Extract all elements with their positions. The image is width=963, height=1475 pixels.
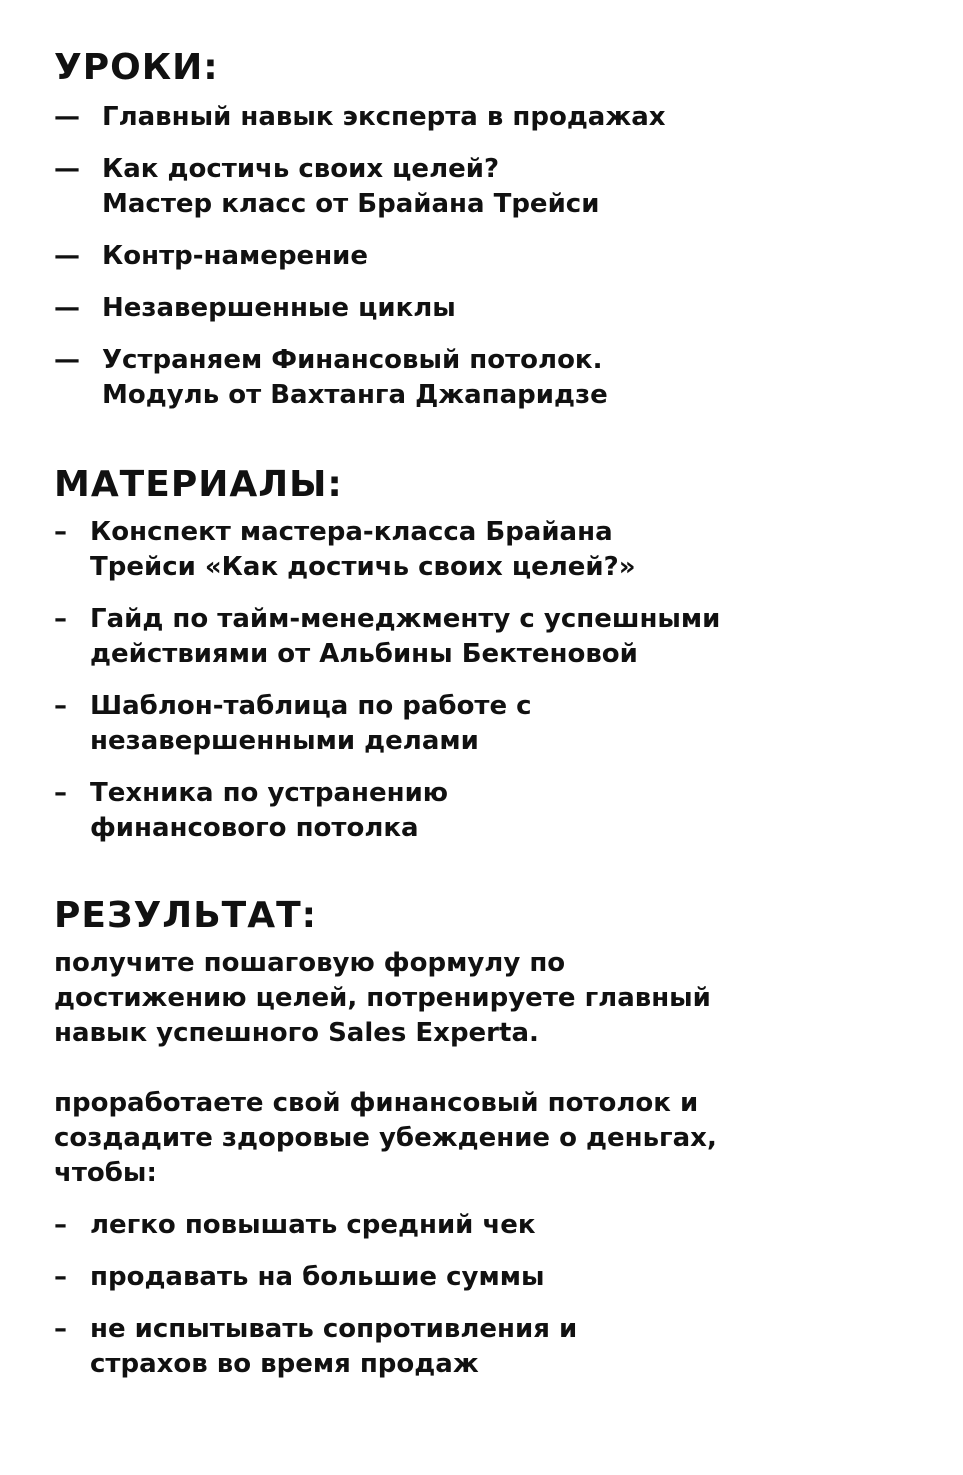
materials-heading: МАТЕРИАЛЫ: bbox=[54, 464, 343, 505]
result-item bbox=[54, 1208, 934, 1243]
material-item bbox=[54, 515, 934, 585]
list-dash: – bbox=[54, 517, 67, 547]
list-dash: — bbox=[54, 154, 80, 184]
material-item bbox=[54, 776, 934, 846]
materials-section bbox=[54, 463, 934, 846]
result-item bbox=[54, 1260, 934, 1295]
result-item bbox=[54, 1312, 934, 1382]
list-dash: — bbox=[54, 293, 80, 323]
list-dash: – bbox=[54, 1262, 67, 1292]
list-dash: – bbox=[54, 691, 67, 721]
lessons-heading: УРОКИ: bbox=[54, 47, 219, 88]
material-item-text: Техника по устранению финансового потолка bbox=[90, 778, 449, 843]
lesson-item-text: Незавершенные циклы bbox=[102, 293, 456, 323]
result-item-text: продавать на большие суммы bbox=[90, 1262, 545, 1292]
material-item bbox=[54, 689, 934, 759]
lesson-item-text: Контр-намерение bbox=[102, 241, 369, 271]
list-dash: – bbox=[54, 1210, 67, 1240]
lesson-item bbox=[54, 100, 934, 135]
material-item-text: Гайд по тайм-менеджменту с успешными действиями от Альбины Бектеновой bbox=[90, 604, 721, 669]
lesson-item-text: Как достичь своих целей? Мастер класс от Брайана Трейси bbox=[102, 154, 600, 219]
lesson-item bbox=[54, 343, 934, 413]
list-dash: — bbox=[54, 102, 80, 132]
list-dash: — bbox=[54, 241, 80, 271]
list-dash: — bbox=[54, 345, 80, 375]
material-item bbox=[54, 602, 934, 672]
lessons-list bbox=[54, 100, 934, 413]
result-paragraph-2: проработаете свой финансовый потолок и создадите здоровые убеждение о деньгах, чтобы: bbox=[54, 1088, 717, 1188]
lesson-item-text: Главный навык эксперта в продажах bbox=[102, 102, 666, 132]
result-list bbox=[54, 1208, 934, 1382]
lesson-item bbox=[54, 239, 934, 274]
result-section bbox=[54, 894, 934, 1382]
list-dash: – bbox=[54, 604, 67, 634]
lesson-item bbox=[54, 152, 934, 222]
lesson-item bbox=[54, 291, 934, 326]
result-heading: РЕЗУЛЬТАТ: bbox=[54, 895, 318, 936]
list-dash: – bbox=[54, 778, 67, 808]
result-paragraph-1: получите пошаговую формулу по достижению целей, потренируете главный навык успешного Sales Experta. bbox=[54, 948, 711, 1048]
material-item-text: Шаблон-таблица по работе с незавершенными делами bbox=[90, 691, 532, 756]
list-dash: – bbox=[54, 1314, 67, 1344]
lessons-section bbox=[54, 46, 934, 413]
result-item-text: легко повышать средний чек bbox=[90, 1210, 536, 1240]
document-page bbox=[54, 46, 934, 1399]
material-item-text: Конспект мастера-класса Брайана Трейси «Как достичь своих целей?» bbox=[90, 517, 636, 582]
lesson-item-text: Устраняем Финансовый потолок. Модуль от Вахтанга Джапаридзе bbox=[102, 345, 608, 410]
materials-list bbox=[54, 515, 934, 846]
result-item-text: не испытывать сопротивления и страхов во время продаж bbox=[90, 1314, 578, 1379]
